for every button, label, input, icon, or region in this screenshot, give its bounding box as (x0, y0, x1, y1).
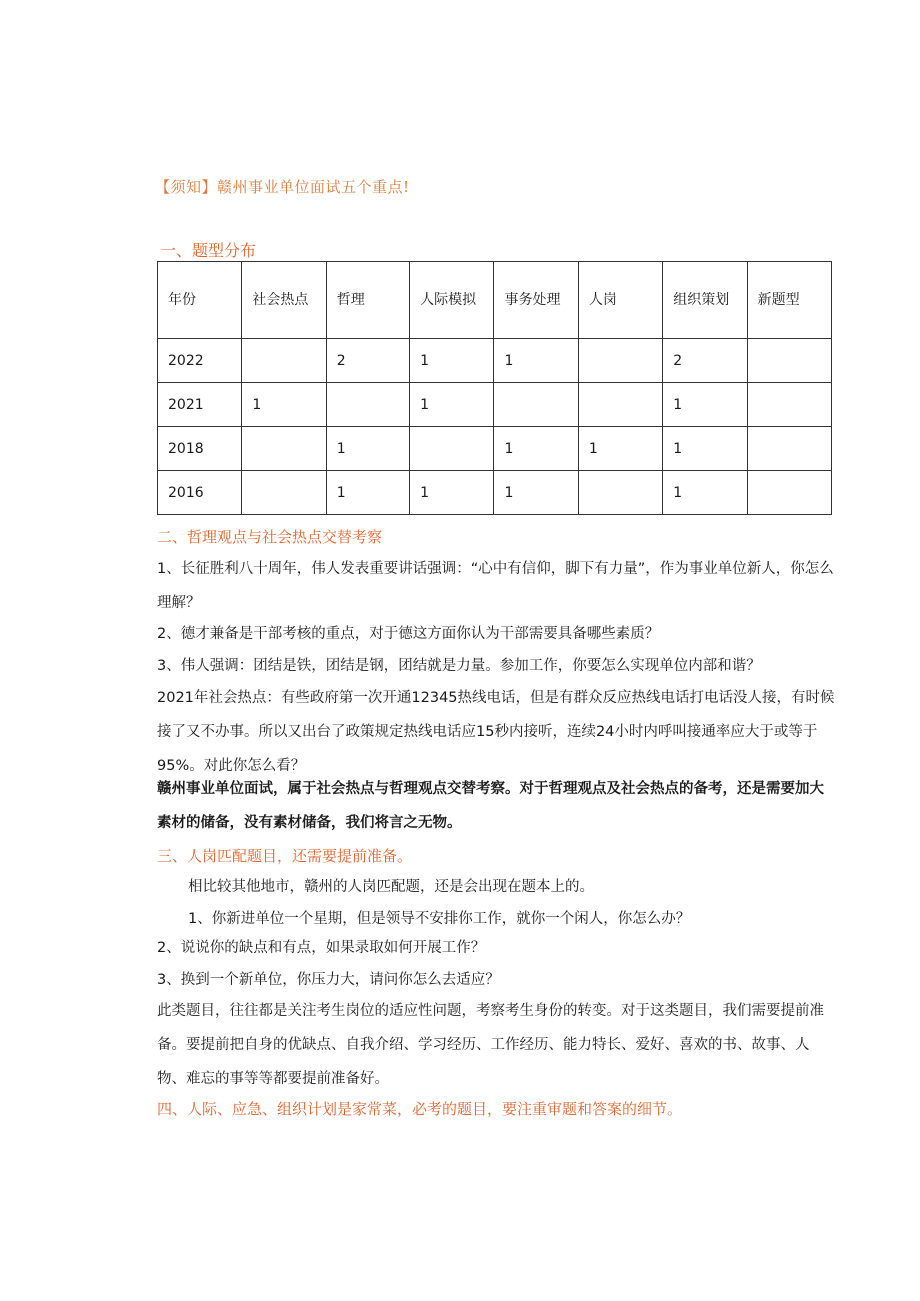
table-cell: 1 (663, 383, 747, 427)
table-cell (242, 427, 326, 471)
table-cell: 1 (494, 427, 578, 471)
section1-heading: 一、题型分布 (160, 241, 257, 260)
table-cell: 1 (410, 471, 494, 515)
table-cell (242, 471, 326, 515)
header-cell: 年份 (158, 262, 242, 339)
table-cell: 1 (410, 383, 494, 427)
header-cell: 人岗 (578, 262, 662, 339)
paragraph-section3-intro: 相比较其他地市，赣州的人岗匹配题，还是会出现在题本上的。 (188, 879, 594, 895)
header-cell: 人际模拟 (410, 262, 494, 339)
table-cell (494, 383, 578, 427)
table-cell: 2016 (158, 471, 242, 515)
table-cell: 1 (242, 383, 326, 427)
paragraph-hotspot-2021: 2021年社会热点：有些政府第一次开通12345热线电话，但是有群众反应热线电话打电话没人接，有时候接了又不办事。所以又出台了政策规定热线电话应15秒内接听，连续24小时内呼叫接通率应大于或等于95%。对此你怎么看？ (157, 690, 835, 774)
table-cell: 1 (578, 427, 662, 471)
table-cell (747, 427, 831, 471)
table-row (158, 383, 832, 427)
table-cell (747, 339, 831, 383)
table-cell: 2018 (158, 427, 242, 471)
table-cell (578, 471, 662, 515)
table-row (158, 339, 832, 383)
table-cell: 1 (326, 427, 409, 471)
header-cell: 事务处理 (494, 262, 578, 339)
table-row (158, 471, 832, 515)
table-cell (747, 471, 831, 515)
paragraph-section3-q2: 2、说说你的缺点和有点，如果录取如何开展工作？ (157, 940, 486, 956)
header-cell: 组织策划 (663, 262, 747, 339)
paragraph-q3: 3、伟人强调：团结是铁，团结是钢，团结就是力量。参加工作，你要怎么实现单位内部和谐？ (157, 658, 761, 674)
question-type-table (157, 261, 832, 515)
table-cell: 2 (326, 339, 409, 383)
paragraph-section3-summary: 此类题目，往往都是关注考生岗位的适应性问题，考察考生身份的转变。对于这类题目，我们需要提前准备。要提前把自身的优缺点、自我介绍、学习经历、工作经历、能力特长、爱好、喜欢的书、故事、人物、难忘的事等等都要提前准备好。 (157, 1003, 824, 1087)
table-cell (242, 339, 326, 383)
paragraph-section3-q1: 1、你新进单位一个星期，但是领导不安排你工作，就你一个闲人，你怎么办？ (188, 911, 691, 927)
table-header-row (158, 262, 832, 339)
document-title: 【须知】赣州事业单位面试五个重点! (155, 178, 410, 196)
table-cell: 1 (663, 471, 747, 515)
table-cell: 1 (663, 427, 747, 471)
paragraph-q2: 2、德才兼备是干部考核的重点，对于德这方面你认为干部需要具备哪些素质？ (157, 626, 660, 642)
table-cell (578, 339, 662, 383)
header-cell: 新题型 (747, 262, 831, 339)
table-cell: 1 (326, 471, 409, 515)
table-cell: 2 (663, 339, 747, 383)
table-cell (326, 383, 409, 427)
header-cell: 哲理 (326, 262, 409, 339)
table-cell (578, 383, 662, 427)
paragraph-q1: 1、长征胜利八十周年，伟人发表重要讲话强调：“心中有信仰，脚下有力量”，作为事业单位新人，你怎么理解？ (157, 561, 834, 611)
table-cell: 1 (494, 339, 578, 383)
table-cell: 2021 (158, 383, 242, 427)
paragraph-section3-q3: 3、换到一个新单位，你压力大，请问你怎么去适应？ (157, 972, 500, 988)
table-cell: 1 (410, 339, 494, 383)
section2-heading: 二、哲理观点与社会热点交替考察 (157, 528, 383, 546)
table-row (158, 427, 832, 471)
table-cell: 1 (494, 471, 578, 515)
paragraph-section2-summary: 赣州事业单位面试，属于社会热点与哲理观点交替考察。对于哲理观点及社会热点的备考，还是需要加大素材的储备，没有素材储备，我们将言之无物。 (157, 781, 824, 831)
table-cell: 2022 (158, 339, 242, 383)
header-cell: 社会热点 (242, 262, 326, 339)
table-cell (410, 427, 494, 471)
section3-heading: 三、人岗匹配题目，还需要提前准备。 (157, 847, 413, 865)
table-cell (747, 383, 831, 427)
section4-heading: 四、人际、应急、组织计划是家常菜，必考的题目，要注重审题和答案的细节。 (157, 1100, 683, 1118)
